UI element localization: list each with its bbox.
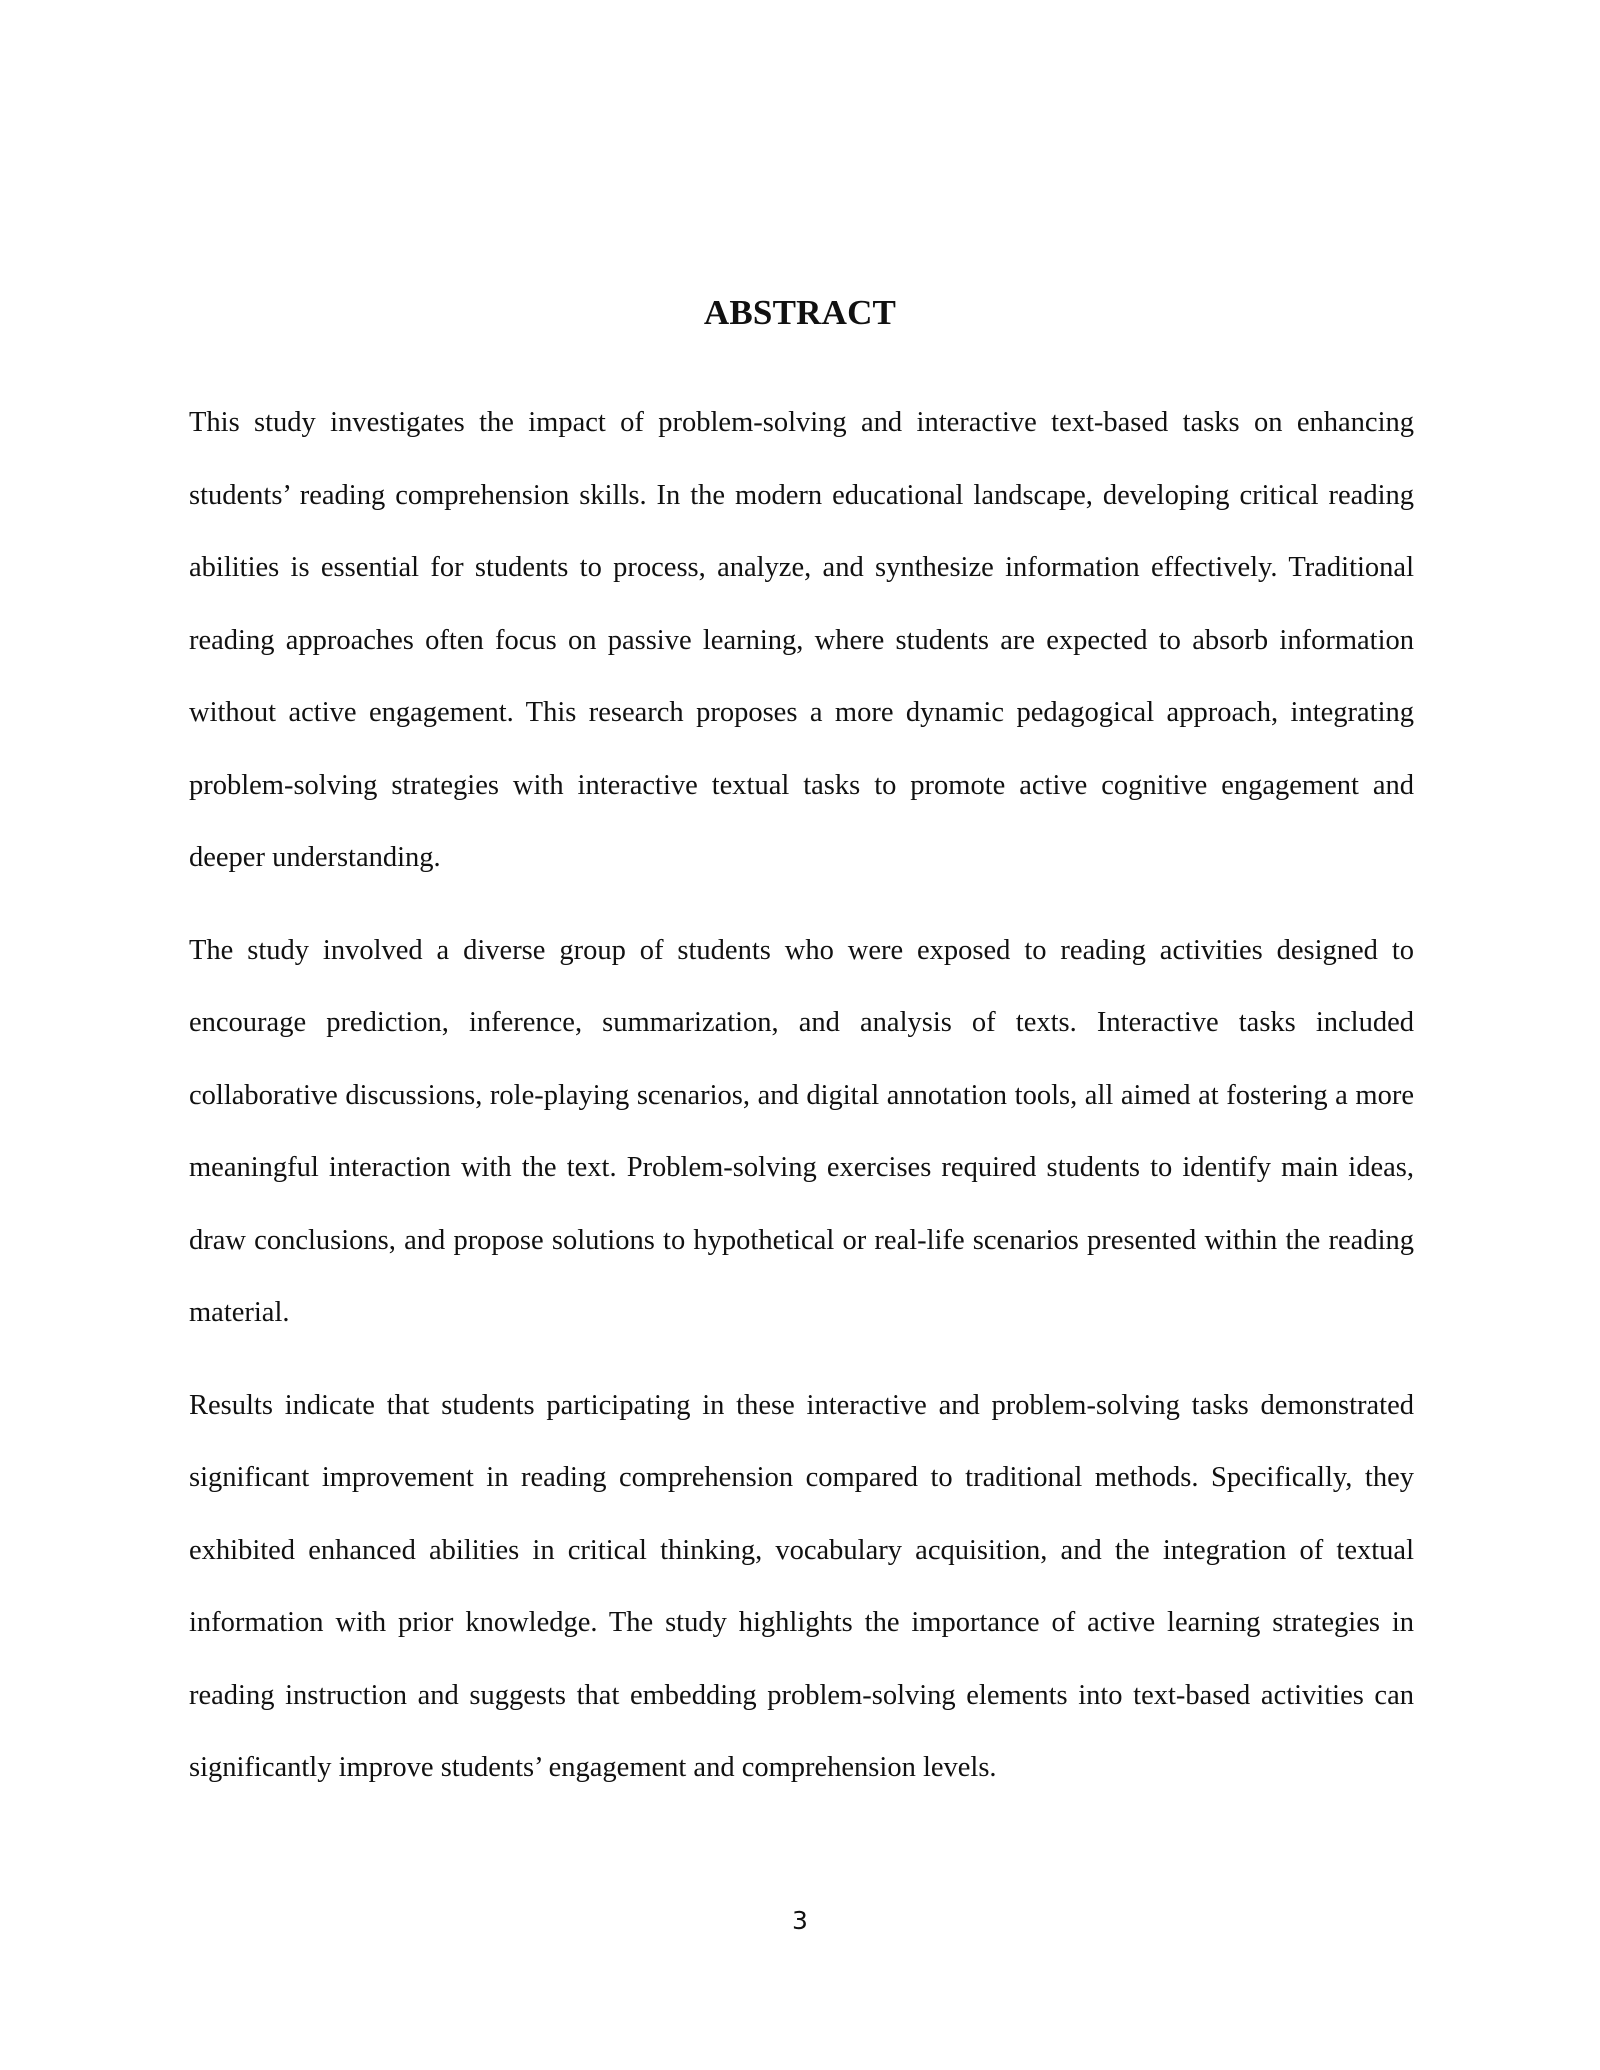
abstract-paragraph-1: This study investigates the impact of problem-solving and interactive text-based tasks on enhancing students’ reading comprehension skills. In the modern educational landscape, developing critical reading abilities is essential for students to process, analyze, and synthesize information effectively. Traditional reading approaches often focus on passive learning, where students are expected to absorb information without active engagement. This research proposes a more dynamic pedagogical approach, integrating problem-solving strategies with interactive textual tasks to promote active cognitive engagement and deeper understanding.	[189, 407, 1414, 873]
abstract-body	[189, 387, 1414, 1825]
abstract-paragraph-2: The study involved a diverse group of students who were exposed to reading activities designed to encourage prediction, inference, summarization, and analysis of texts. Interactive tasks included collaborative discussions, role-playing scenarios, and digital annotation tools, all aimed at fostering a more meaningful interaction with the text. Problem-solving exercises required students to identify main ideas, draw conclusions, and propose solutions to hypothetical or real-life scenarios presented within the reading material.	[189, 934, 1414, 1328]
page-number: 3	[792, 1906, 808, 1935]
abstract-paragraph-3: Results indicate that students participating in these interactive and problem-solving tasks demonstrated significant improvement in reading comprehension compared to traditional methods. Specifically, they exhibited enhanced abilities in critical thinking, vocabulary acquisition, and the integration of textual information with prior knowledge. The study highlights the importance of active learning strategies in reading instruction and suggests that embedding problem-solving elements into text-based activities can significantly improve students’ engagement and comprehension levels.	[189, 1389, 1414, 1783]
page-title: ABSTRACT	[703, 293, 897, 332]
